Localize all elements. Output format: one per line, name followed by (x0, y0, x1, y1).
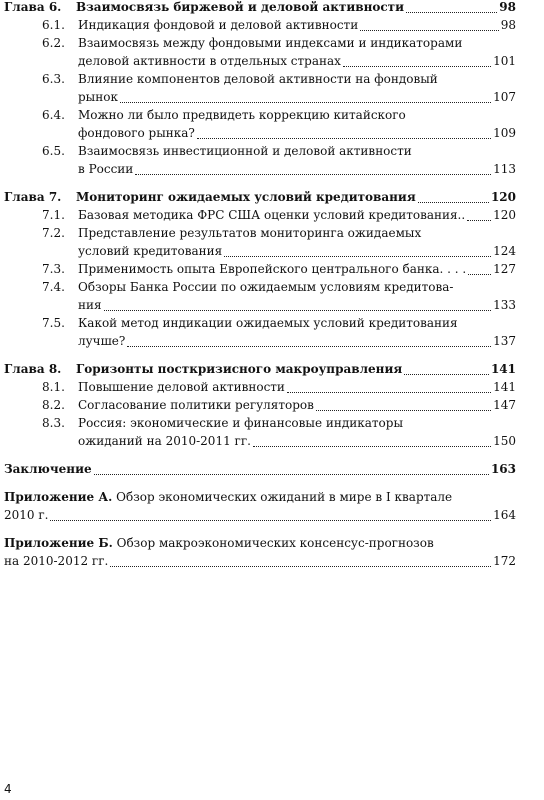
toc-section[interactable] (4, 260, 516, 278)
appendix-label: Приложение Б. (4, 536, 113, 550)
page-ref: 101 (493, 54, 516, 68)
page-number: 4 (4, 782, 12, 796)
toc-section[interactable] (4, 414, 516, 450)
toc-line (78, 88, 516, 106)
toc-line (78, 378, 516, 396)
chapter-label: Глава 7. (4, 190, 62, 204)
toc-section[interactable] (4, 314, 516, 350)
section-number: 6.1. (42, 18, 65, 32)
section-number: 6.3. (42, 72, 65, 86)
entry-title-line: Взаимосвязь между фондовыми индексами и индикаторами (78, 36, 463, 50)
section-body (78, 142, 516, 178)
section-number: 6.5. (42, 144, 65, 158)
entry-title-line: ожиданий на 2010-2011 гг. (78, 434, 251, 448)
page-ref: 163 (490, 462, 516, 476)
entry-title-line: Влияние компонентов деловой активности на фондовый (78, 72, 438, 86)
page-ref: 120 (490, 190, 516, 204)
appendix-label: Приложение А. (4, 490, 113, 504)
toc-line (78, 52, 516, 70)
chapter-title: Взаимосвязь биржевой и деловой активности (76, 0, 405, 14)
entry-title-line: в России (78, 162, 134, 176)
dot-leader (120, 102, 491, 103)
section-number: 7.3. (42, 262, 65, 276)
entry-title-line: Россия: экономические и финансовые индикаторы (78, 416, 403, 430)
section-number: 8.3. (42, 416, 65, 430)
entry-title-line: Какой метод индикации ожидаемых условий кредитования (78, 316, 458, 330)
section-body (78, 314, 516, 350)
section-body (78, 396, 516, 414)
section-body (78, 206, 516, 224)
entry-title-line: лучше? (78, 334, 126, 348)
dot-leader (197, 138, 491, 139)
toc-line (4, 460, 516, 478)
entry-title-line: Взаимосвязь инвестиционной и деловой активности (78, 144, 412, 158)
toc-line (78, 160, 516, 178)
section-body (78, 414, 516, 450)
toc-line (78, 206, 516, 224)
section-body (78, 260, 516, 278)
dot-leader (50, 520, 491, 521)
page-ref: 141 (493, 380, 516, 394)
dot-leader (110, 566, 491, 567)
chapter-label: Глава 6. (4, 0, 62, 14)
dot-leader (287, 392, 491, 393)
page-ref: 109 (493, 126, 516, 140)
dot-leader (135, 174, 491, 175)
conclusion-title: Заключение (4, 462, 92, 476)
toc-section[interactable] (4, 16, 516, 34)
entry-title-line: фондового рынка? (78, 126, 195, 140)
toc-line (4, 0, 516, 16)
toc-conclusion[interactable] (4, 460, 516, 478)
section-number: 7.5. (42, 316, 65, 330)
entry-title-line: Можно ли было предвидеть коррекцию китайского (78, 108, 406, 122)
section-body (78, 34, 516, 70)
toc-chapter-ch6[interactable] (4, 0, 516, 16)
toc-section[interactable] (4, 34, 516, 70)
toc-section[interactable] (4, 206, 516, 224)
toc-section[interactable] (4, 70, 516, 106)
toc-line (4, 552, 516, 570)
dot-leader (404, 374, 489, 375)
table-of-contents (4, 0, 516, 570)
toc-line (78, 332, 516, 350)
dot-leader (360, 30, 499, 31)
entry-title-line: 2010 г. (4, 508, 49, 522)
toc-line (4, 506, 516, 524)
entry-title-line: Применимость опыта Европейского центрального банка. . . . (78, 262, 467, 276)
page-ref: 133 (493, 298, 516, 312)
dot-leader (104, 310, 492, 311)
section-body (78, 224, 516, 260)
toc-line (78, 124, 516, 142)
dot-leader (343, 66, 491, 67)
page-ref: 98 (499, 0, 516, 14)
section-number: 7.1. (42, 208, 65, 222)
chapter-label: Глава 8. (4, 362, 62, 376)
section-number: 8.2. (42, 398, 65, 412)
entry-title-line: условий кредитования (78, 244, 223, 258)
entry-title-line: Базовая методика ФРС США оценки условий кредитования.. (78, 208, 466, 222)
entry-title-line: Согласование политики регуляторов (78, 398, 314, 412)
toc-line (78, 432, 516, 450)
dot-leader (224, 256, 491, 257)
toc-line (4, 360, 516, 378)
toc-section[interactable] (4, 378, 516, 396)
entry-title-line: рынок (78, 90, 118, 104)
appendix-title: Обзор экономических ожиданий в мире в I квартале (116, 490, 453, 504)
toc-appendix-appA[interactable] (4, 488, 516, 524)
page-ref: 147 (493, 398, 516, 412)
section-number: 6.2. (42, 36, 65, 50)
section-number: 8.1. (42, 380, 65, 394)
page-ref: 172 (493, 554, 516, 568)
section-body (78, 16, 516, 34)
entry-title-line (4, 534, 516, 552)
toc-appendix-appB[interactable] (4, 534, 516, 570)
page-ref: 120 (493, 208, 516, 222)
page-ref: 127 (493, 262, 516, 276)
dot-leader (406, 12, 497, 13)
toc-line (4, 188, 516, 206)
appendix-title: Обзор макроэкономических консенсус-прогнозов (116, 536, 434, 550)
entry-title-line: на 2010-2012 гг. (4, 554, 109, 568)
toc-section[interactable] (4, 278, 516, 314)
section-body (78, 278, 516, 314)
section-number: 7.2. (42, 226, 65, 240)
dot-leader (253, 446, 491, 447)
page-ref: 164 (493, 508, 516, 522)
entry-title-line: Представление результатов мониторинга ожидаемых (78, 226, 422, 240)
entry-title-line: Индикация фондовой и деловой активности (78, 18, 359, 32)
section-number: 7.4. (42, 280, 65, 294)
dot-leader (316, 410, 491, 411)
toc-section[interactable] (4, 396, 516, 414)
toc-line (78, 296, 516, 314)
section-body (78, 106, 516, 142)
entry-title-line: ния (78, 298, 102, 312)
dot-leader (418, 202, 489, 203)
toc-chapter-ch8[interactable] (4, 360, 516, 378)
page-ref: 107 (493, 90, 516, 104)
chapter-title: Горизонты посткризисного макроуправления (76, 362, 403, 376)
page-ref: 150 (493, 434, 516, 448)
section-number: 6.4. (42, 108, 65, 122)
toc-section[interactable] (4, 142, 516, 178)
dot-leader (94, 474, 489, 475)
page-ref: 141 (490, 362, 516, 376)
dot-leader (467, 220, 491, 221)
page-ref: 137 (493, 334, 516, 348)
section-body (78, 70, 516, 106)
toc-chapter-ch7[interactable] (4, 188, 516, 206)
toc-line (78, 242, 516, 260)
entry-title-line: Обзоры Банка России по ожидаемым условиям кредитова- (78, 280, 454, 294)
dot-leader (127, 346, 491, 347)
toc-section[interactable] (4, 106, 516, 142)
toc-section[interactable] (4, 224, 516, 260)
entry-title-line (4, 488, 516, 506)
chapter-title: Мониторинг ожидаемых условий кредитования (76, 190, 416, 204)
entry-title-line: Повышение деловой активности (78, 380, 285, 394)
entry-title-line: деловой активности в отдельных странах (78, 54, 341, 68)
toc-line (78, 260, 516, 278)
toc-line (78, 16, 516, 34)
section-body (78, 378, 516, 396)
toc-line (78, 396, 516, 414)
page-ref: 124 (493, 244, 516, 258)
page-ref: 113 (493, 162, 516, 176)
dot-leader (468, 274, 491, 275)
page-ref: 98 (500, 18, 516, 32)
